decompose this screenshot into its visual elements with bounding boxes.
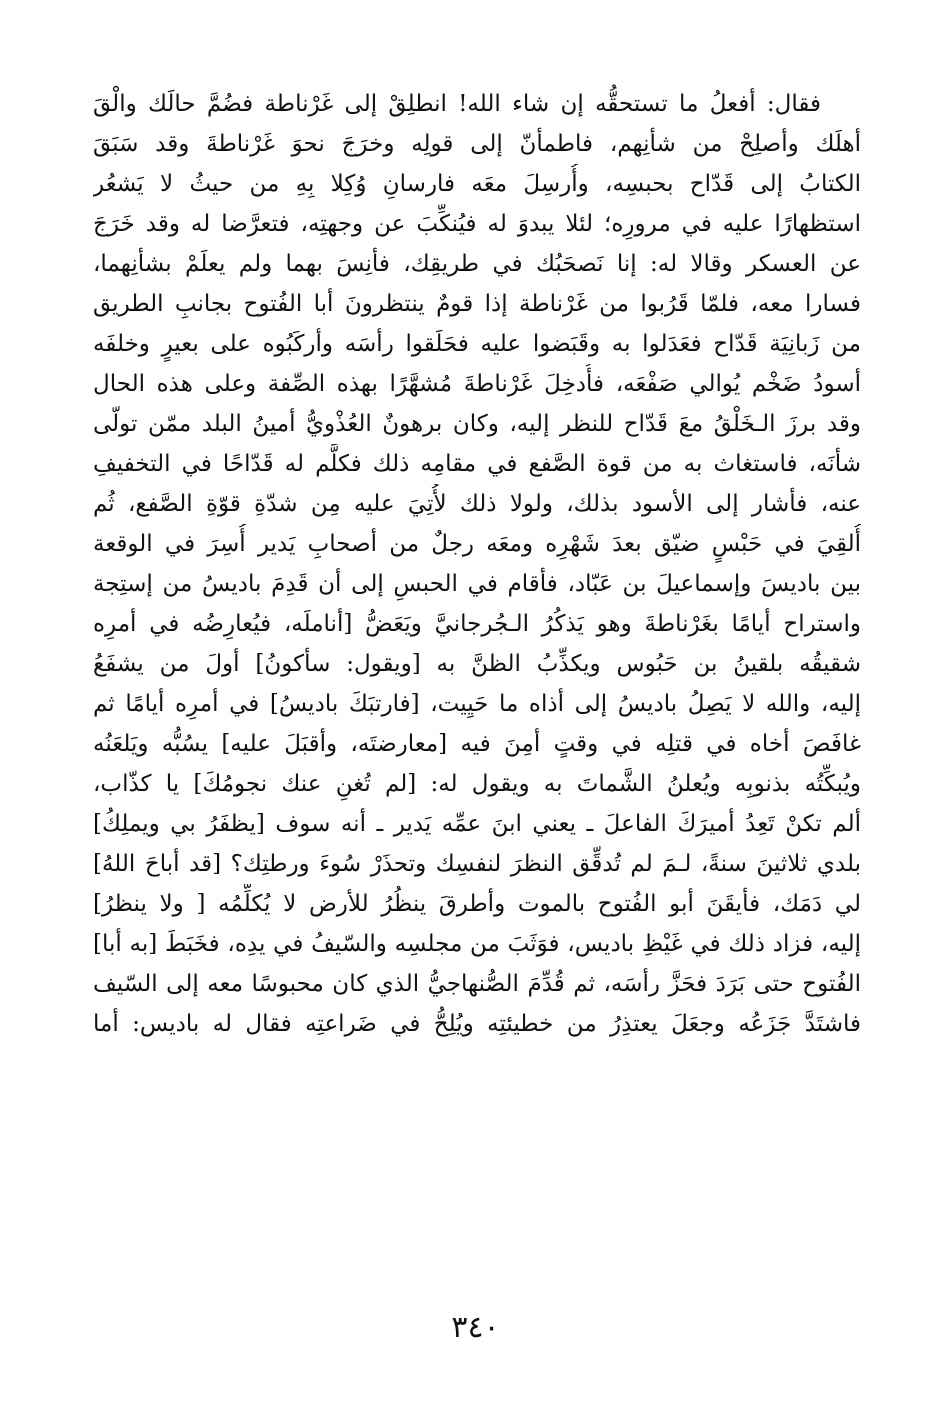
text-line: فاشتَدَّ جَزَعُه وجعَلَ يعتذِرُ من خطيئتِه ويُلِحُّ في ضَراعتِه فقال له باديس: أما <box>93 1011 861 1037</box>
text-line: لي دَمَك، فأيقَنَ أبو الفُتوح بالموت وأطرقَ ينظُرُ للأرض لا يُكلِّمُه [ ولا ينظرُ] <box>93 891 861 917</box>
text-line: إليه، والله لا يَصِلُ باديسُ إلى أذاه ما حَيِيت، [فارتبَكَ باديسُ] في أمرِه أيامًا ثم <box>93 691 861 717</box>
text-line: إليه، فزاد ذلك في غَيْظِ باديس، فوَثَبَ من مجلسِه والسّيفُ في يدِه، فخَبَطَ [به أبا] <box>93 931 861 957</box>
text-line: واستراح أيامًا بغَرْناطةَ وهو يَذكُرُ الـجُرجانيَّ ويَعَضُّ [أناملَه، فيُعارِضُه في أمرِه <box>93 611 861 637</box>
text-line: أُلقِيَ في حَبْسٍ ضيّق بعدَ شَهْرِه ومعَه رجلٌ من أصحابِ يَدير أُسِرَ في الوقعة <box>93 531 861 557</box>
text-line: استظهارًا عليه في مرورِه؛ لئلا يبدوَ له فيُنكِّبَ عن وجهتِه، فتعرَّضا له وقد خَرَجَ <box>93 211 861 237</box>
text-line: عن العسكر وقالا له: إنا نَصحَبُك في طريقِك، فأنِسَ بهما ولم يعلَمْ بشأنِهما، <box>93 251 861 277</box>
text-line: غافَصَ أخاه في قتلِه في وقتٍ أمِنَ فيه [معارضتَه، وأقبَلَ عليه] يسُبُّه ويَلعَنُه <box>93 731 861 757</box>
text-line: عنه، فأشار إلى الأسود بذلك، ولولا ذلك لأُتِيَ عليه مِن شدّةِ قوّةِ الصَّفع، ثُم <box>93 491 861 517</box>
text-line: فسارا معه، فلمّا قَرُبوا من غَرْناطة إذا قومٌ ينتظرونَ أبا الفُتوح بجانبِ الطريق <box>93 291 861 317</box>
text-line: الكتابُ إلى قَدّاح بحبسِه، وأُرسِلَ معَه فارسانِ وُكِلا بِهِ من حيثُ لا يَشعُر <box>93 171 861 197</box>
text-line: بلدي ثلاثينَ سنةً، لـمَ لم تُدقِّق النظرَ لنفسِك وتحذَرْ سُوءَ ورطتِك؟ [قد أباحَ اللهُ] <box>93 851 861 877</box>
text-line: وقد برزَ الـخَلْقُ معَ قَدّاح للنظر إليه، وكان برهونٌ العُذْويُّ أمينُ البلد ممّن تولّى <box>93 411 861 437</box>
text-line: شأنَه، فاستغاث به من قوة الصَّفع في مقامِه ذلك فكلَّم له قَدّاحًا في التخفيفِ <box>93 451 861 477</box>
text-line: فقال: أفعلُ ما تستحقُّه إن شاء الله! انطلِقْ إلى غَرْناطة فضُمَّ حالَك والْقَ <box>93 91 821 117</box>
text-line: شقيقُه بلقينُ بن حَبُوس ويكذِّبُ الظنَّ به [ويقول: سأكونُ] أولَ من يشفَعُ <box>93 651 861 677</box>
text-line: أسودُ ضَخْم يُوالي صَفْعَه، فأُدخِلَ غَرْناطةَ مُشهَّرًا بهذه الصِّفة وعلى هذه الحال <box>93 371 861 397</box>
text-line: من زَبانِيَة قَدّاح فعَدَلوا به وقَبَضوا عليه فحَلَقوا رأسَه وأركَبُوه على بعيرٍ وخلفَه <box>93 331 861 357</box>
body-text <box>93 84 861 1044</box>
text-line: بين باديسَ وإسماعيلَ بن عَبّاد، فأقام في الحبسِ إلى أن قَدِمَ باديسُ من إستِجة <box>93 571 861 597</box>
text-line: الفُتوح حتى بَرَدَ فحَزَّ رأسَه، ثم قُدِّمَ الصُّنهاجيُّ الذي كان محبوسًا معه إلى السّيف <box>93 971 861 997</box>
text-line: أهلَك وأصلِحْ من شأنِهم، فاطمأنّ إلى قولِه وخرَجَ نحوَ غَرْناطةَ وقد سَبَقَ <box>93 131 861 157</box>
text-line: ألم تكنْ تَعِدُ أميرَكَ الفاعلَ ـ يعني ابنَ عمِّه يَدير ـ أنه سوف [يظفَرُ بي ويملِكُ] <box>93 811 861 837</box>
page-number: ٣٤٠ <box>451 1310 500 1345</box>
text-line: ويُبكِّتُه بذنوبِه ويُعلنُ الشَّماتَ به ويقول له: [لم تُغنِ عنك نجومُكَ] يا كذّاب، <box>93 771 861 797</box>
